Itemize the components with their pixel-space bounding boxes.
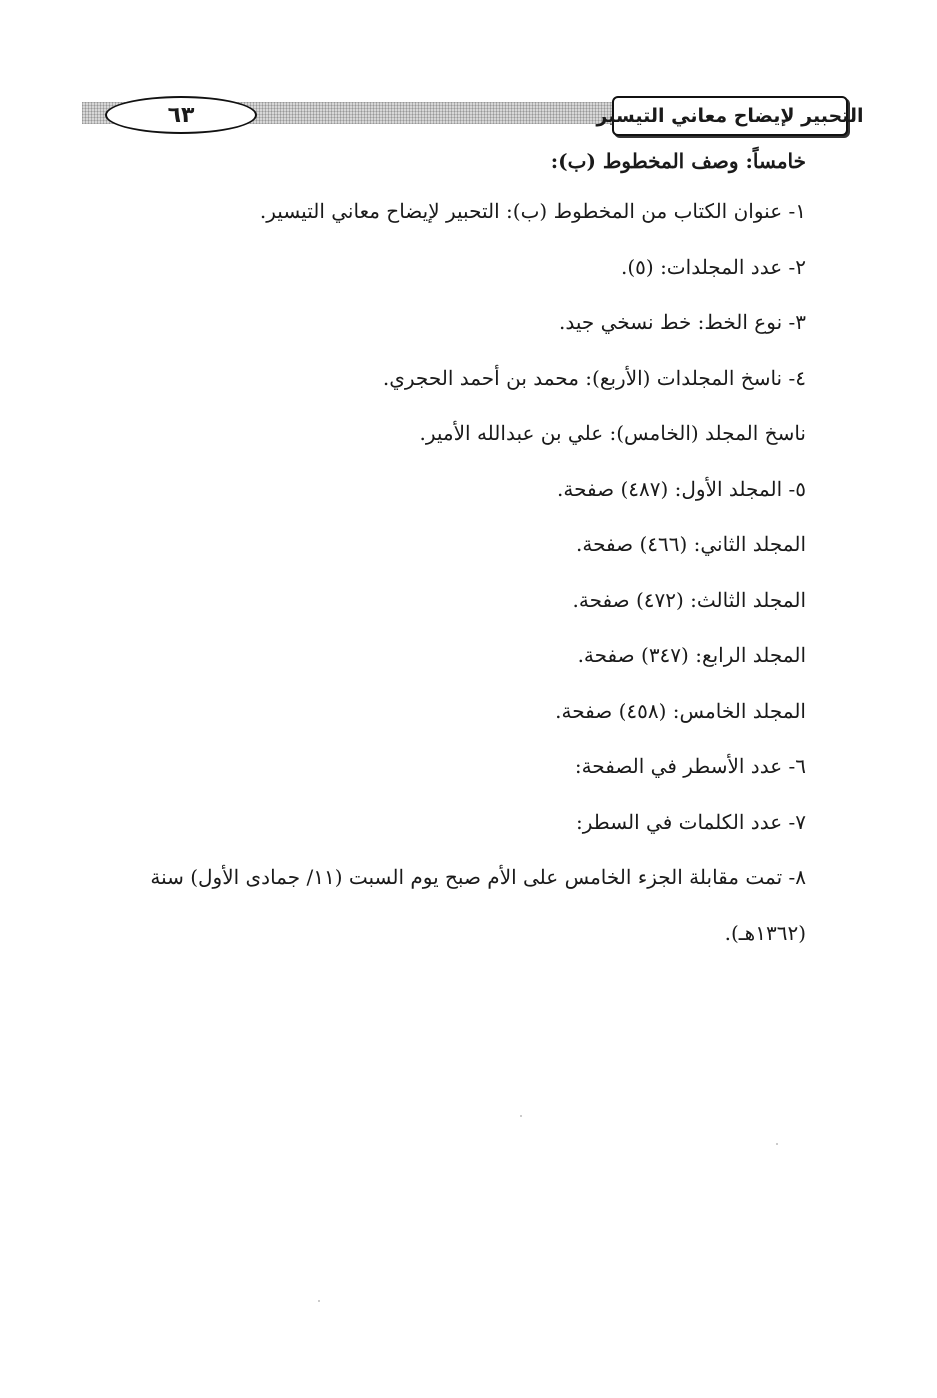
page-header bbox=[82, 96, 864, 136]
list-item-volume-3-pages: المجلد الثالث: (٤٧٢) صفحة. bbox=[572, 587, 806, 612]
section-heading: خامساً: وصف المخطوط (ب): bbox=[550, 149, 806, 173]
description-list bbox=[88, 184, 806, 961]
list-item-volume-5-pages: المجلد الخامس: (٤٥٨) صفحة. bbox=[555, 698, 806, 723]
list-item-words-per-line: ٧- عدد الكلمات في السطر: bbox=[576, 809, 806, 834]
list-item-lines-per-page: ٦- عدد الأسطر في الصفحة: bbox=[574, 754, 806, 778]
list-item-copyist-four: ٤- ناسخ المجلدات (الأربع): محمد بن أحمد الحجري. bbox=[382, 365, 806, 390]
scan-speck bbox=[520, 1115, 522, 1117]
running-title: التحبير لإيضاح معاني التيسير bbox=[612, 96, 848, 136]
list-item-volume-4-pages: المجلد الرابع: (٣٤٧) صفحة. bbox=[577, 643, 806, 667]
list-item-volume-1-pages: ٥- المجلد الأول: (٤٨٧) صفحة. bbox=[557, 476, 806, 501]
page-body bbox=[88, 138, 806, 961]
list-item-volumes-count: ٢- عدد المجلدات: (٥). bbox=[620, 254, 806, 279]
list-item-title: ١- عنوان الكتاب من المخطوط (ب): التحبير لإيضاح معاني التيسير. bbox=[259, 199, 806, 223]
list-item-collation-year: (١٣٦٢هـ). bbox=[724, 920, 806, 945]
list-item-script-type: ٣- نوع الخط: خط نسخي جيد. bbox=[559, 310, 806, 334]
page-number: ٦٣ bbox=[105, 96, 257, 134]
scan-speck bbox=[318, 1300, 320, 1302]
list-item-collation-note: ٨- تمت مقابلة الجزء الخامس على الأم صبح يوم السبت (١١/ جمادى الأول) سنة bbox=[150, 865, 806, 889]
list-item-copyist-fifth: ناسخ المجلد (الخامس): علي بن عبدالله الأمير. bbox=[419, 421, 806, 445]
scan-speck bbox=[776, 1143, 778, 1145]
list-item-volume-2-pages: المجلد الثاني: (٤٦٦) صفحة. bbox=[576, 532, 806, 556]
